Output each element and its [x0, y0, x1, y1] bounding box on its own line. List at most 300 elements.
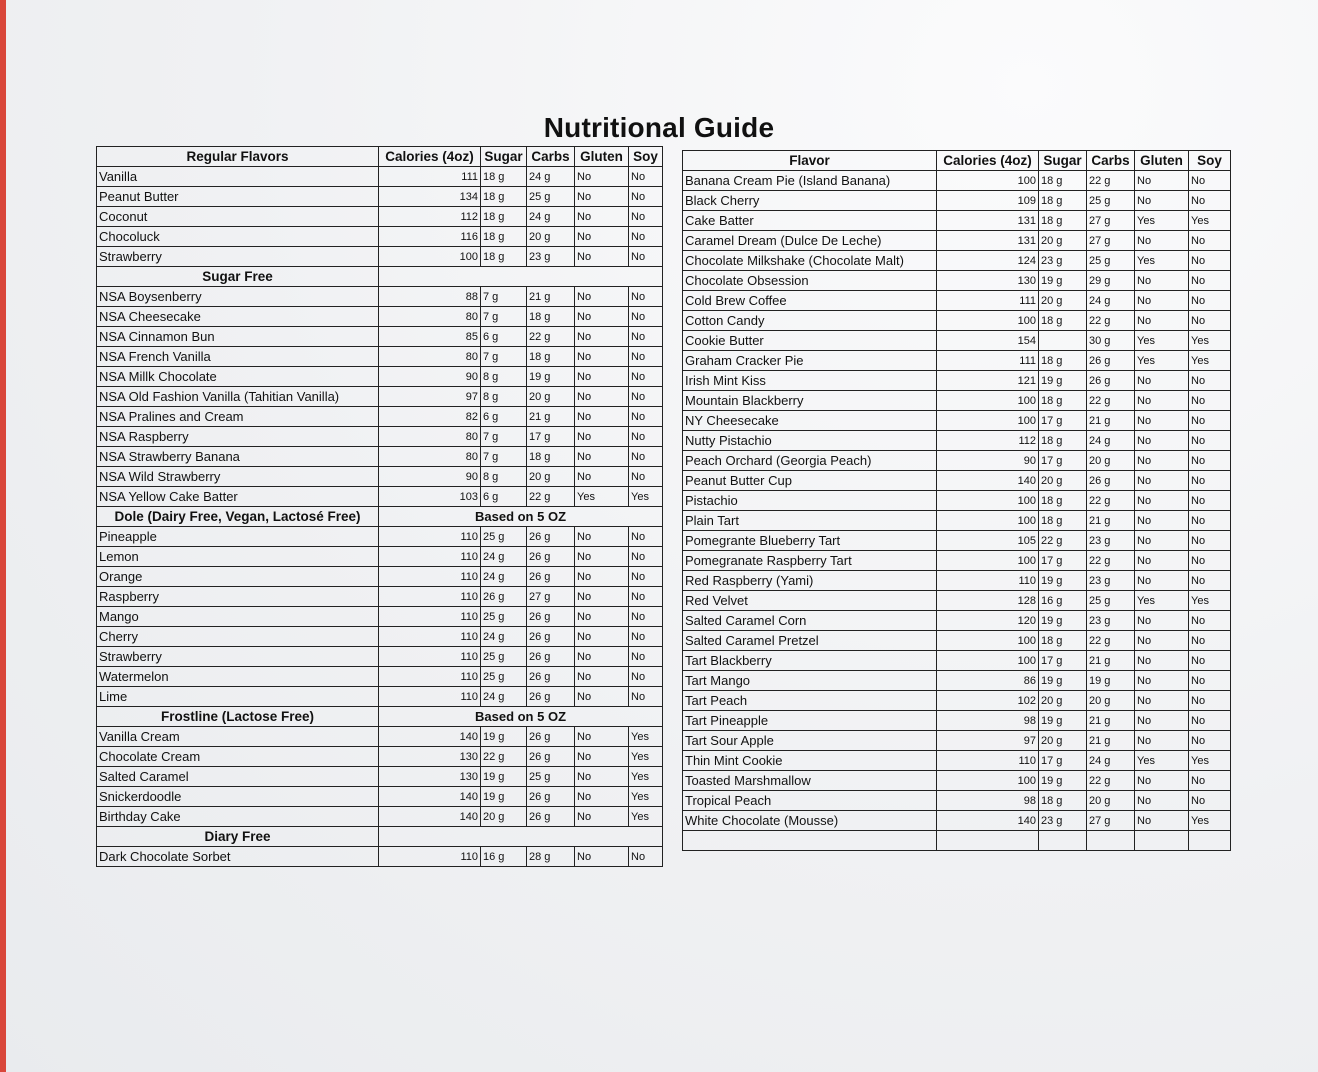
sugar-value: 20 g [1039, 731, 1087, 751]
carbs-value: 21 g [1087, 711, 1135, 731]
section-header-row [97, 707, 663, 727]
flavor-name: Coconut [97, 207, 379, 227]
calories-value: 111 [937, 351, 1039, 371]
carbs-value: 22 g [527, 487, 575, 507]
carbs-value: 25 g [1087, 251, 1135, 271]
sugar-value [1039, 331, 1087, 351]
flavor-name: Mango [97, 607, 379, 627]
calories-value: 130 [937, 271, 1039, 291]
soy-value: No [629, 667, 663, 687]
soy-value: No [1189, 451, 1231, 471]
soy-value: No [629, 607, 663, 627]
sugar-value: 18 g [1039, 791, 1087, 811]
table-row [683, 811, 1231, 831]
gluten-value: No [575, 747, 629, 767]
carbs-value: 28 g [527, 847, 575, 867]
table-row [97, 207, 663, 227]
soy-value: No [1189, 511, 1231, 531]
calories-value: 90 [379, 367, 481, 387]
table-row [683, 831, 1231, 851]
table-row [683, 171, 1231, 191]
table-row [683, 231, 1231, 251]
flavor-name: NSA French Vanilla [97, 347, 379, 367]
soy-value: Yes [1189, 211, 1231, 231]
flavor-name: NY Cheesecake [683, 411, 937, 431]
carbs-value: 17 g [527, 427, 575, 447]
flavor-name: Cherry [97, 627, 379, 647]
section-note: Based on 5 OZ [379, 507, 663, 527]
table-row [97, 607, 663, 627]
sugar-value: 18 g [481, 167, 527, 187]
carbs-value: 22 g [1087, 391, 1135, 411]
soy-value: No [1189, 691, 1231, 711]
flavor-name: NSA Boysenberry [97, 287, 379, 307]
flavor-name: Salted Caramel [97, 767, 379, 787]
calories-value: 100 [937, 771, 1039, 791]
carbs-value: 25 g [527, 187, 575, 207]
sugar-value: 25 g [481, 527, 527, 547]
gluten-value: No [575, 627, 629, 647]
gluten-value: No [1135, 471, 1189, 491]
carbs-value: 27 g [1087, 211, 1135, 231]
table-row [97, 667, 663, 687]
flavor-name: NSA Wild Strawberry [97, 467, 379, 487]
calories-value: 128 [937, 591, 1039, 611]
soy-value: No [1189, 711, 1231, 731]
sugar-value: 22 g [1039, 531, 1087, 551]
sugar-value: 19 g [1039, 611, 1087, 631]
gluten-value: No [1135, 731, 1189, 751]
table-row [683, 571, 1231, 591]
gluten-value: No [1135, 231, 1189, 251]
soy-value: No [1189, 631, 1231, 651]
sugar-value: 24 g [481, 687, 527, 707]
table-row [97, 687, 663, 707]
soy-value: No [1189, 791, 1231, 811]
header-carbs: Carbs [1087, 151, 1135, 171]
flavor-name: Watermelon [97, 667, 379, 687]
flavor-name: Black Cherry [683, 191, 937, 211]
calories-value: 110 [379, 527, 481, 547]
carbs-value: 21 g [527, 287, 575, 307]
soy-value: No [1189, 171, 1231, 191]
sugar-value: 19 g [1039, 671, 1087, 691]
calories-value: 80 [379, 427, 481, 447]
flavor-name: Toasted Marshmallow [683, 771, 937, 791]
carbs-value: 18 g [527, 307, 575, 327]
gluten-value: No [1135, 271, 1189, 291]
sugar-value [1039, 831, 1087, 851]
gluten-value: No [575, 847, 629, 867]
gluten-value: No [1135, 451, 1189, 471]
carbs-value: 20 g [527, 467, 575, 487]
gluten-value: Yes [1135, 251, 1189, 271]
section-note [379, 827, 663, 847]
calories-value: 88 [379, 287, 481, 307]
soy-value: No [1189, 571, 1231, 591]
table-row [97, 527, 663, 547]
calories-value: 154 [937, 331, 1039, 351]
sugar-value: 7 g [481, 427, 527, 447]
calories-value: 80 [379, 347, 481, 367]
gluten-value: No [575, 327, 629, 347]
calories-value: 86 [937, 671, 1039, 691]
flavor-name: Peach Orchard (Georgia Peach) [683, 451, 937, 471]
carbs-value: 26 g [1087, 351, 1135, 371]
soy-value: No [1189, 191, 1231, 211]
table-row [683, 451, 1231, 471]
flavor-name: Lime [97, 687, 379, 707]
table-row [97, 247, 663, 267]
soy-value: No [1189, 251, 1231, 271]
gluten-value: No [1135, 611, 1189, 631]
section-title: Sugar Free [97, 267, 379, 287]
table-row [97, 167, 663, 187]
sugar-value: 18 g [1039, 511, 1087, 531]
carbs-value: 24 g [1087, 431, 1135, 451]
soy-value: No [1189, 731, 1231, 751]
calories-value: 98 [937, 711, 1039, 731]
carbs-value: 20 g [1087, 451, 1135, 471]
carbs-value: 20 g [527, 227, 575, 247]
carbs-value: 27 g [1087, 811, 1135, 831]
sugar-value: 7 g [481, 287, 527, 307]
gluten-value: No [575, 527, 629, 547]
sugar-value: 18 g [1039, 351, 1087, 371]
section-header-row [97, 827, 663, 847]
gluten-value: No [575, 687, 629, 707]
calories-value: 85 [379, 327, 481, 347]
gluten-value: Yes [1135, 211, 1189, 231]
soy-value: No [1189, 311, 1231, 331]
soy-value [1189, 831, 1231, 851]
section-title: Frostline (Lactose Free) [97, 707, 379, 727]
sugar-value: 20 g [481, 807, 527, 827]
sugar-value: 6 g [481, 407, 527, 427]
sugar-value: 19 g [1039, 771, 1087, 791]
sugar-value: 19 g [481, 727, 527, 747]
table-row [97, 447, 663, 467]
sugar-value: 26 g [481, 587, 527, 607]
soy-value: No [629, 647, 663, 667]
carbs-value: 22 g [1087, 551, 1135, 571]
soy-value: No [629, 567, 663, 587]
carbs-value: 26 g [527, 747, 575, 767]
flavor-name: Strawberry [97, 647, 379, 667]
flavor-name: NSA Old Fashion Vanilla (Tahitian Vanilla) [97, 387, 379, 407]
sugar-value: 16 g [1039, 591, 1087, 611]
calories-value: 100 [937, 651, 1039, 671]
carbs-value [1087, 831, 1135, 851]
calories-value: 110 [379, 687, 481, 707]
table-row [683, 431, 1231, 451]
sugar-value: 24 g [481, 547, 527, 567]
gluten-value: No [1135, 551, 1189, 571]
carbs-value: 22 g [1087, 631, 1135, 651]
sugar-value: 19 g [481, 767, 527, 787]
soy-value: No [629, 387, 663, 407]
table-row [683, 411, 1231, 431]
sugar-value: 7 g [481, 447, 527, 467]
sugar-value: 18 g [481, 227, 527, 247]
carbs-value: 24 g [1087, 291, 1135, 311]
soy-value: No [629, 587, 663, 607]
calories-value: 140 [937, 471, 1039, 491]
carbs-value: 26 g [527, 627, 575, 647]
carbs-value: 24 g [527, 207, 575, 227]
flavor-name: Plain Tart [683, 511, 937, 531]
gluten-value: No [1135, 711, 1189, 731]
table-row [683, 491, 1231, 511]
soy-value: No [629, 547, 663, 567]
gluten-value: No [575, 407, 629, 427]
soy-value: No [1189, 611, 1231, 631]
gluten-value: No [1135, 671, 1189, 691]
table-row [97, 347, 663, 367]
table-row [97, 287, 663, 307]
carbs-value: 30 g [1087, 331, 1135, 351]
carbs-value: 26 g [527, 527, 575, 547]
table-row [97, 327, 663, 347]
soy-value: Yes [629, 767, 663, 787]
flavor-name: NSA Cheesecake [97, 307, 379, 327]
sugar-value: 7 g [481, 307, 527, 327]
table-row [683, 591, 1231, 611]
calories-value: 131 [937, 231, 1039, 251]
soy-value: No [629, 527, 663, 547]
calories-value: 90 [379, 467, 481, 487]
soy-value: No [629, 347, 663, 367]
header-flavor: Flavor [683, 151, 937, 171]
sugar-value: 18 g [1039, 171, 1087, 191]
sugar-value: 25 g [481, 647, 527, 667]
carbs-value: 24 g [527, 167, 575, 187]
gluten-value: No [575, 607, 629, 627]
soy-value: Yes [1189, 351, 1231, 371]
calories-value: 82 [379, 407, 481, 427]
carbs-value: 22 g [527, 327, 575, 347]
carbs-value: 18 g [527, 447, 575, 467]
gluten-value: No [1135, 371, 1189, 391]
soy-value: No [1189, 271, 1231, 291]
soy-value: No [1189, 551, 1231, 571]
carbs-value: 21 g [1087, 731, 1135, 751]
flavor-name: Tart Blackberry [683, 651, 937, 671]
soy-value: No [629, 427, 663, 447]
soy-value: No [629, 287, 663, 307]
calories-value: 110 [937, 571, 1039, 591]
gluten-value: Yes [1135, 331, 1189, 351]
gluten-value: No [575, 227, 629, 247]
table-row [97, 227, 663, 247]
flavor-name: NSA Strawberry Banana [97, 447, 379, 467]
sugar-value: 18 g [1039, 491, 1087, 511]
gluten-value: No [575, 287, 629, 307]
table-row [683, 511, 1231, 531]
calories-value: 100 [379, 247, 481, 267]
red-edge-strip [0, 0, 6, 1072]
flavor-name: Mountain Blackberry [683, 391, 937, 411]
section-header-row [97, 507, 663, 527]
gluten-value: No [575, 427, 629, 447]
gluten-value: No [575, 167, 629, 187]
flavor-name: Vanilla [97, 167, 379, 187]
carbs-value: 23 g [527, 247, 575, 267]
page-title: Nutritional Guide [543, 112, 775, 143]
soy-value: No [1189, 671, 1231, 691]
calories-value: 124 [937, 251, 1039, 271]
calories-value: 134 [379, 187, 481, 207]
soy-value: No [629, 327, 663, 347]
section-title: Dole (Dairy Free, Vegan, Lactosé Free) [97, 507, 379, 527]
sugar-value: 18 g [1039, 191, 1087, 211]
soy-value: Yes [1189, 811, 1231, 831]
carbs-value: 20 g [1087, 691, 1135, 711]
flavor-name [683, 831, 937, 851]
table-row [683, 531, 1231, 551]
table-row [97, 787, 663, 807]
flavor-name: Cookie Butter [683, 331, 937, 351]
calories-value: 110 [379, 647, 481, 667]
calories-value: 130 [379, 767, 481, 787]
calories-value: 112 [937, 431, 1039, 451]
carbs-value: 21 g [1087, 411, 1135, 431]
carbs-value: 23 g [1087, 611, 1135, 631]
soy-value: No [1189, 771, 1231, 791]
gluten-value: No [1135, 811, 1189, 831]
calories-value: 131 [937, 211, 1039, 231]
flavor-name: Chocoluck [97, 227, 379, 247]
table-row [97, 727, 663, 747]
carbs-value: 23 g [1087, 571, 1135, 591]
table-row [97, 807, 663, 827]
sugar-value: 8 g [481, 367, 527, 387]
carbs-value: 24 g [1087, 751, 1135, 771]
carbs-value: 22 g [1087, 491, 1135, 511]
flavor-name: Cotton Candy [683, 311, 937, 331]
calories-value: 111 [937, 291, 1039, 311]
gluten-value: Yes [1135, 351, 1189, 371]
calories-value: 98 [937, 791, 1039, 811]
carbs-value: 26 g [527, 667, 575, 687]
table-row [97, 747, 663, 767]
table-row [683, 791, 1231, 811]
soy-value: No [1189, 411, 1231, 431]
soy-value: No [629, 227, 663, 247]
gluten-value [1135, 831, 1189, 851]
table-row [683, 751, 1231, 771]
table-row [97, 487, 663, 507]
gluten-value: No [1135, 771, 1189, 791]
gluten-value: No [575, 767, 629, 787]
flavor-name: Tart Peach [683, 691, 937, 711]
soy-value: No [629, 167, 663, 187]
header-regular-flavors: Regular Flavors [97, 147, 379, 167]
sugar-value: 18 g [481, 187, 527, 207]
table-row [683, 631, 1231, 651]
table-row [683, 351, 1231, 371]
flavor-name: Caramel Dream (Dulce De Leche) [683, 231, 937, 251]
table-row [97, 647, 663, 667]
table-row [97, 847, 663, 867]
header-soy: Soy [629, 147, 663, 167]
soy-value: No [629, 367, 663, 387]
calories-value: 110 [379, 847, 481, 867]
sugar-value: 19 g [481, 787, 527, 807]
soy-value: No [629, 307, 663, 327]
flavor-name: Strawberry [97, 247, 379, 267]
sugar-value: 17 g [1039, 551, 1087, 571]
calories-value: 120 [937, 611, 1039, 631]
sugar-value: 18 g [1039, 431, 1087, 451]
sugar-value: 18 g [1039, 211, 1087, 231]
calories-value: 80 [379, 447, 481, 467]
table-row [683, 211, 1231, 231]
calories-value: 140 [379, 787, 481, 807]
flavor-name: NSA Millk Chocolate [97, 367, 379, 387]
sugar-value: 7 g [481, 347, 527, 367]
table-row [683, 771, 1231, 791]
sugar-value: 19 g [1039, 571, 1087, 591]
flavor-name: Red Raspberry (Yami) [683, 571, 937, 591]
flavor-name: Raspberry [97, 587, 379, 607]
table-row [97, 387, 663, 407]
soy-value: No [1189, 491, 1231, 511]
soy-value: Yes [629, 747, 663, 767]
gluten-value: No [575, 567, 629, 587]
gluten-value: No [575, 647, 629, 667]
carbs-value: 25 g [1087, 591, 1135, 611]
flavor-name: Salted Caramel Pretzel [683, 631, 937, 651]
flavor-name: NSA Pralines and Cream [97, 407, 379, 427]
gluten-value: No [575, 727, 629, 747]
flavor-name: Chocolate Obsession [683, 271, 937, 291]
calories-value: 111 [379, 167, 481, 187]
flavor-name: Cake Batter [683, 211, 937, 231]
sugar-value: 6 g [481, 327, 527, 347]
calories-value: 116 [379, 227, 481, 247]
soy-value: No [1189, 531, 1231, 551]
soy-value: No [1189, 231, 1231, 251]
soy-value: Yes [1189, 751, 1231, 771]
sugar-value: 17 g [1039, 411, 1087, 431]
carbs-value: 21 g [1087, 511, 1135, 531]
gluten-value: No [575, 807, 629, 827]
calories-value: 105 [937, 531, 1039, 551]
gluten-value: No [575, 307, 629, 327]
calories-value: 97 [379, 387, 481, 407]
sugar-value: 18 g [481, 247, 527, 267]
table-row [97, 767, 663, 787]
calories-value: 100 [937, 631, 1039, 651]
flavor-name: Nutty Pistachio [683, 431, 937, 451]
calories-value: 97 [937, 731, 1039, 751]
calories-value [937, 831, 1039, 851]
soy-value: No [629, 627, 663, 647]
soy-value: Yes [629, 787, 663, 807]
gluten-value: No [575, 467, 629, 487]
calories-value: 110 [379, 627, 481, 647]
sugar-value: 23 g [1039, 811, 1087, 831]
sugar-value: 25 g [481, 607, 527, 627]
table-row [683, 311, 1231, 331]
soy-value: Yes [1189, 331, 1231, 351]
sugar-value: 20 g [1039, 231, 1087, 251]
section-note: Based on 5 OZ [379, 707, 663, 727]
gluten-value: Yes [575, 487, 629, 507]
table-row [683, 611, 1231, 631]
table-row [683, 691, 1231, 711]
